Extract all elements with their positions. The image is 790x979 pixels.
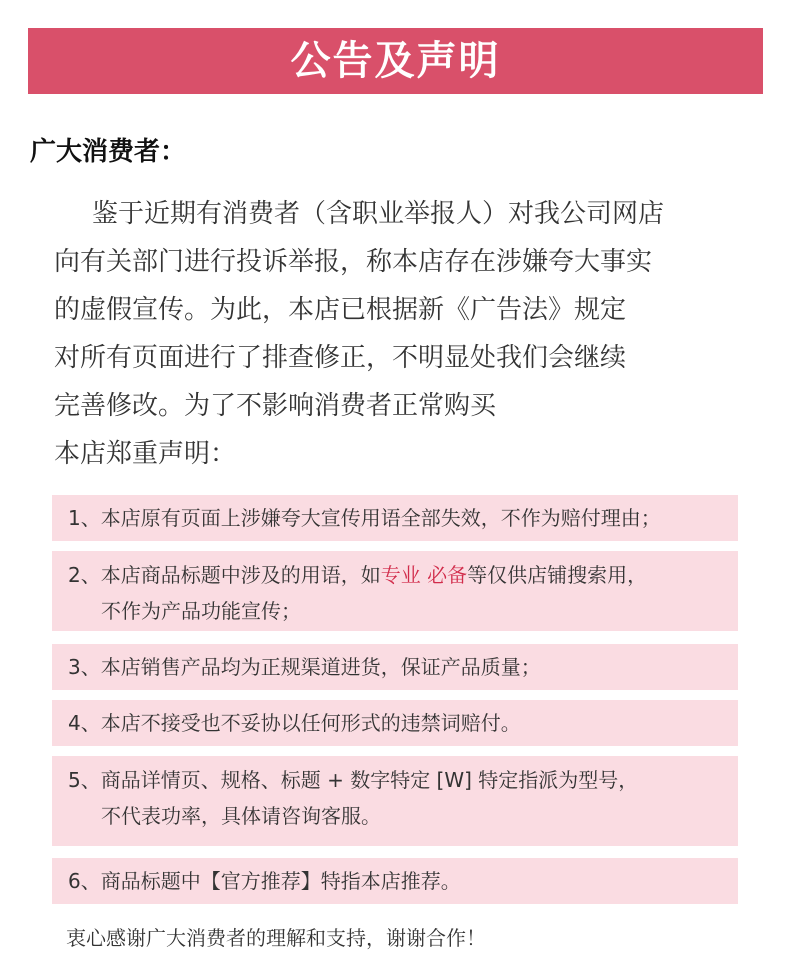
notice-text: 4、本店不接受也不妥协以任何形式的违禁词赔付。 [68, 711, 521, 735]
notice-text: 1、本店原有页面上涉嫌夸大宣传用语全部失效，不作为赔付理由； [68, 506, 661, 530]
notice-item-5 [52, 756, 738, 846]
body-line: 对所有页面进行了排查修正，不明显处我们会继续 [54, 343, 627, 373]
notice-item-3 [52, 644, 738, 690]
notice-item-2 [52, 551, 738, 631]
notice-prefix: 2、本店商品标题中涉及的用语，如 [68, 563, 381, 587]
notice-text: 3、本店销售产品均为正规渠道进货，保证产品质量； [68, 655, 541, 679]
notice-item-1 [52, 495, 738, 541]
page-title: 公告及声明 [28, 28, 763, 94]
notice-item-4 [52, 700, 738, 746]
notice-text [68, 557, 722, 593]
body-line: 向有关部门进行投诉举报，称本店存在涉嫌夸大事实 [54, 247, 653, 277]
body-line: 的虚假宣传。为此，本店已根据新《广告法》规定 [54, 295, 627, 325]
notice-suffix: 等仅供店铺搜索用， [467, 563, 648, 587]
body-line: 本店郑重声明： [54, 439, 237, 469]
announcement-body [54, 190, 744, 478]
body-line: 完善修改。为了不影响消费者正常购买 [54, 391, 497, 421]
notice-text: 6、商品标题中【官方推荐】特指本店推荐。 [68, 869, 461, 893]
notice-text-continued: 不代表功率，具体请咨询客服。 [101, 804, 381, 828]
body-line: 鉴于近期有消费者（含职业举报人）对我公司网店 [92, 199, 665, 229]
highlighted-terms: 专业 必备 [380, 563, 468, 587]
salutation: 广大消费者： [30, 137, 187, 167]
notice-text-continued: 不作为产品功能宣传； [101, 599, 301, 623]
notice-text: 5、商品详情页、规格、标题 + 数字特定 [W] 特定指派为型号， [68, 768, 639, 792]
closing-thanks: 衷心感谢广大消费者的理解和支持，谢谢合作！ [66, 926, 486, 950]
notice-item-6 [52, 858, 738, 904]
